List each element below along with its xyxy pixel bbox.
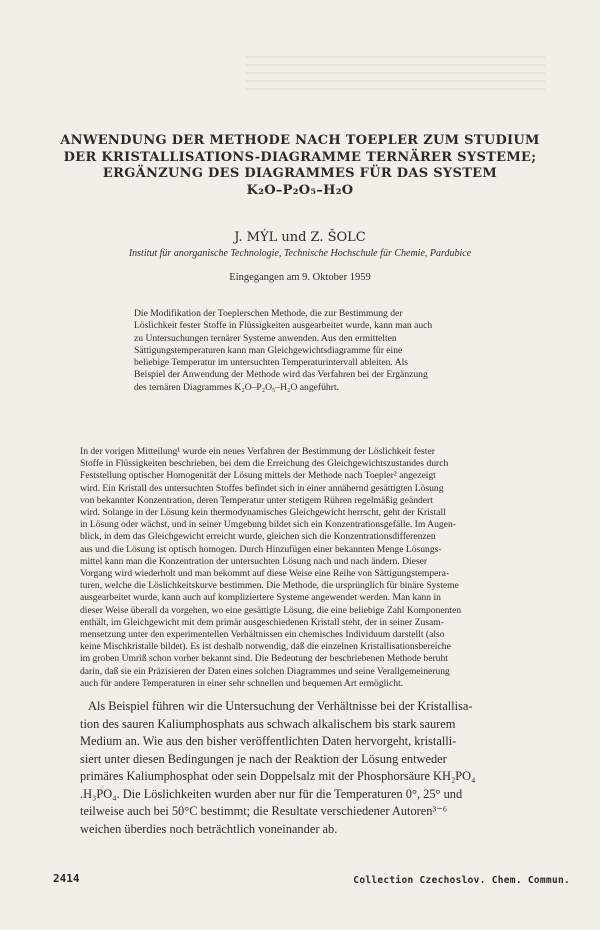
abstract-line: beliebige Temperatur im untersuchten Temperaturintervall ableiten. Als xyxy=(134,357,409,369)
abstract-line: Beispiel der Anwendung der Methode wird das Verfahren bei der Ergänzung xyxy=(134,369,428,381)
body-line: .H₃PO₄. Die Löslichkeiten wurden aber nur für die Temperaturen 0°, 25° und xyxy=(80,786,463,801)
abstract xyxy=(134,308,484,394)
body-line: keine Mischkristalle bildet). Es ist deshalb notwendig, daß die einzelnen Kristallisationsbereiche xyxy=(80,641,451,653)
article-title xyxy=(60,133,540,199)
body-line: primäres Kaliumphosphat oder sein Doppelsalz mit der Phosphorsäure KH₂PO₄ xyxy=(80,769,476,783)
body-line: siert unter diesen Bedingungen je nach der Reaktion der Lösung entweder xyxy=(80,751,447,766)
authors: J. MÝL und Z. ŠOLC xyxy=(234,230,366,245)
journal-name: Collection Czechoslov. Chem. Commun. xyxy=(353,875,570,886)
body-line: In der vorigen Mitteilung¹ wurde ein neues Verfahren der Bestimmung der Löslichkeit fester xyxy=(80,446,435,457)
body-line: dieser Weise überall da vorgehen, wo eine gesättigte Lösung, die eine beliebige Zahl Komponenten xyxy=(80,604,462,616)
body-line: Als Beispiel führen wir die Untersuchung der Verhältnisse bei der Kristallisa- xyxy=(88,699,473,713)
page-number: 2414 xyxy=(53,872,80,885)
body-line: im groben Umriß schon vorher bekannt sind. Die Bedeutung der beschriebenen Methode beruht xyxy=(80,653,448,665)
body-line: teilweise auch bei 50°C bestimmt; die Resultate verschiedener Autoren³⁻⁶ xyxy=(80,804,448,818)
institute: Institut für anorganische Technologie, Technische Hochschule für Chemie, Pardubice xyxy=(128,248,472,259)
body-line: wird. Ein Kristall des untersuchten Stoffes befindet sich in einer annähernd gesättigten Lösung xyxy=(80,482,444,494)
body-line: turen, welche die Löslichkeitskurve bestimmen. Die Methode, die ursprünglich für binäre Systeme xyxy=(80,580,459,592)
abstract-line: Löslichkeit fester Stoffe in Flüssigkeiten ausgearbeitet wurde, kann man auch xyxy=(134,320,433,332)
body-line: darin, daß sie ein Präzisieren der Daten eines solchen Diagrammes und seine Verallgemeinerung xyxy=(80,665,450,677)
abstract-line: Sättigungstemperaturen kann man Gleichgewichtsdiagramme für eine xyxy=(134,344,403,356)
body-line: Stoffe in Flüssigkeiten beschrieben, bei dem die Erreichung des Gleichgewichtszustandes durch xyxy=(80,458,449,470)
body-line: in Lösung oder wächst, und in seiner Umgebung bildet sich ein Konzentrationsgefälle. Im Augen- xyxy=(80,519,456,531)
body-line: von bekannter Konzentration, deren Temperatur unter stetigem Rühren regelmäßig geändert xyxy=(80,494,433,506)
title-formula: K₂O–P₂O₅–H₂O xyxy=(246,182,354,198)
abstract-line: Die Modifikation der Toeplerschen Methode, die zur Bestimmung der xyxy=(134,308,403,319)
body-line: wird. Solange in der Lösung kein thermodynamisches Gleichgewicht herrscht, geht der Kristall xyxy=(80,507,446,519)
body-line: tion des sauren Kaliumphosphats aus schwach alkalischem bis stark saurem xyxy=(80,716,456,731)
body-paragraph-large xyxy=(80,698,575,838)
body-line: mittel kann man die Konzentration der untersuchten Lösung nach und nach ändern. Dieser xyxy=(80,555,428,567)
abstract-line: des ternären Diagrammes K₂O–P₂O₅–H₂O angeführt. xyxy=(134,381,339,393)
title-line-2: DER KRISTALLISATIONS-DIAGRAMME TERNÄRER SYSTEME; xyxy=(63,149,537,165)
body-paragraph-small xyxy=(80,446,575,690)
body-line: ausgearbeitet wurde, kann auch auf kompliziertere Systeme angewendet werden. Man kann in xyxy=(80,592,441,604)
body-line: auch für andere Temperaturen in einer sehr schnellen und bequemen Art ermöglicht. xyxy=(80,677,404,689)
bleed-through-shadow xyxy=(245,50,545,105)
body-line: Feststellung optischer Homogenität der Lösung mittels der Methode nach Toepler² angezeigt xyxy=(80,470,436,482)
body-line: enthält, im Gleichgewicht mit dem primär ausgeschiedenen Kristall steht, der in seiner Zusam- xyxy=(80,616,444,628)
title-line-1: ANWENDUNG DER METHODE NACH TOEPLER ZUM STUDIUM xyxy=(60,133,540,148)
body-line: Vorgang wird wiederholt und man bekommt auf diese Weise eine Reihe von Sättigungstempera- xyxy=(80,568,450,580)
title-line-3: ERGÄNZUNG DES DIAGRAMMES FÜR DAS SYSTEM xyxy=(102,166,498,181)
received-date: Eingegangen am 9. Oktober 1959 xyxy=(229,272,371,283)
body-line: mensetzung unter den experimentellen Verhältnissen ein chemisches Individuum darstellt (also xyxy=(80,629,445,641)
body-line: weichen überdies noch beträchtlich voneinander ab. xyxy=(80,821,338,836)
body-line: aus und die Lösung ist optisch homogen. Durch Hinzufügen einer bekannten Menge Lösungs- xyxy=(80,543,442,555)
abstract-line: zu Untersuchungen ternärer Systeme anwenden. Aus den ermittelten xyxy=(134,332,397,344)
body-line: Medium an. Wie aus den bisher veröffentlichten Daten hervorgeht, kristalli- xyxy=(80,734,457,748)
body-line: blick, in dem das Gleichgewicht erreicht wurde, gleichen sich die Konzentrationsdifferenzen xyxy=(80,531,436,543)
